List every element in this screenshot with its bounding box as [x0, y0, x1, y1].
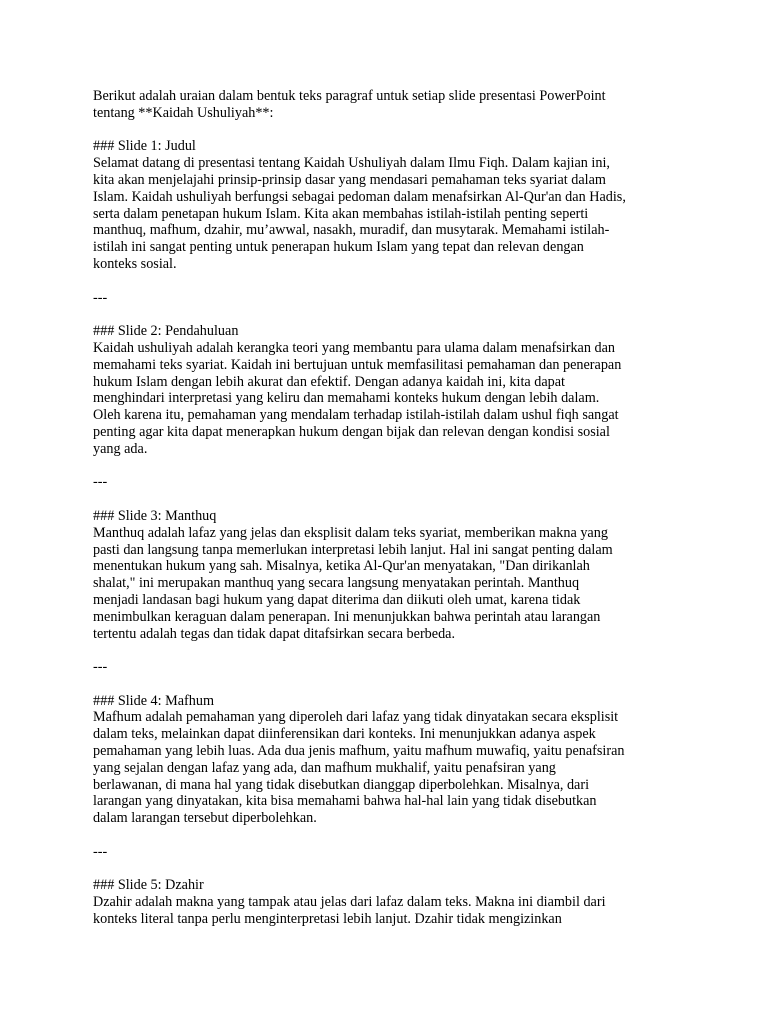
body-line: dalam larangan tersebut diperbolehkan. — [93, 810, 317, 827]
slide-heading: ### Slide 1: Judul — [93, 138, 196, 155]
paragraph-gap — [93, 122, 683, 139]
body-line: manthuq, mafhum, dzahir, mu’awwal, nasakh, muradif, dan musytarak. Memahami istilah- — [93, 222, 610, 239]
body-line: Dzahir adalah makna yang tampak atau jelas dari lafaz dalam teks. Makna ini diambil dari — [93, 894, 606, 911]
slide-heading: ### Slide 2: Pendahuluan — [93, 323, 239, 340]
slide-section-3 — [93, 508, 683, 642]
separator: --- — [93, 843, 108, 860]
body-line: penting agar kita dapat menerapkan hukum dengan bijak dan relevan dengan kondisi sosial — [93, 423, 610, 440]
body-line: Oleh karena itu, pemahaman yang mendalam terhadap istilah-istilah dalam ushul fiqh sangat — [93, 407, 619, 424]
body-line: hukum Islam dengan lebih akurat dan efektif. Dengan adanya kaidah ini, kita dapat — [93, 373, 565, 390]
body-line: berlawanan, di mana hal yang tidak disebutkan dianggap diperbolehkan. Misalnya, dari — [93, 776, 590, 793]
body-line: tertentu adalah tegas dan tidak dapat ditafsirkan secara berbeda. — [93, 625, 456, 642]
body-line: Mafhum adalah pemahaman yang diperoleh dari lafaz yang tidak dinyatakan secara eksplisit — [93, 709, 619, 726]
separator: --- — [93, 474, 108, 491]
body-line: konteks sosial. — [93, 255, 177, 272]
body-line: memahami teks syariat. Kaidah ini bertujuan untuk memfasilitasi pemahaman dan penerapan — [93, 356, 622, 373]
separator: --- — [93, 289, 108, 306]
body-line: Manthuq adalah lafaz yang jelas dan eksplisit dalam teks syariat, memberikan makna yang — [93, 524, 608, 541]
separator: --- — [93, 659, 108, 676]
slide-section-5 — [93, 877, 683, 927]
slide-section-4 — [93, 693, 683, 827]
body-line: menjadi landasan bagi hukum yang dapat diterima dan diikuti oleh umat, karena tidak — [93, 591, 581, 608]
body-line: kita akan menjelajahi prinsip-prinsip dasar yang mendasari pemahaman teks syariat dalam — [93, 171, 606, 188]
paragraph-gap — [93, 273, 683, 290]
slide-section-2 — [93, 323, 683, 457]
slide-heading: ### Slide 5: Dzahir — [93, 877, 204, 894]
body-line: istilah ini sangat penting untuk penerapan hukum Islam yang tepat dan relevan dengan — [93, 239, 584, 256]
paragraph-gap — [93, 642, 683, 659]
paragraph-gap — [93, 676, 683, 693]
body-line: menentukan hukum yang sah. Misalnya, ketika Al-Qur'an menyatakan, "Dan dirikanlah — [93, 558, 590, 575]
slide-section-1 — [93, 138, 683, 272]
paragraph-gap — [93, 491, 683, 508]
slide-heading: ### Slide 4: Mafhum — [93, 692, 214, 709]
body-line: yang ada. — [93, 440, 148, 457]
body-line: konteks literal tanpa perlu menginterpretasi lebih lanjut. Dzahir tidak mengizinkan — [93, 911, 562, 928]
body-line: serta dalam penetapan hukum Islam. Kita akan membahas istilah-istilah penting seperti — [93, 205, 589, 222]
paragraph-gap — [93, 458, 683, 475]
body-line: Kaidah ushuliyah adalah kerangka teori yang membantu para ulama dalam menafsirkan dan — [93, 339, 615, 356]
paragraph-gap — [93, 306, 683, 323]
document-page — [93, 88, 683, 928]
body-line: menimbulkan keraguan dalam penerapan. Ini menunjukkan bahwa perintah atau larangan — [93, 608, 601, 625]
body-line: larangan yang dinyatakan, kita bisa memahami bahwa hal-hal lain yang tidak disebutkan — [93, 793, 597, 810]
paragraph-gap — [93, 861, 683, 878]
intro-line: Berikut adalah uraian dalam bentuk teks paragraf untuk setiap slide presentasi PowerPoint — [93, 88, 606, 104]
slide-heading: ### Slide 3: Manthuq — [93, 507, 217, 524]
body-line: pemahaman yang lebih luas. Ada dua jenis mafhum, yaitu mafhum muwafiq, yaitu penafsiran — [93, 743, 625, 760]
body-line: dalam teks, melainkan dapat diinferensikan dari konteks. Ini menunjukkan adanya aspek — [93, 726, 596, 743]
body-line: pasti dan langsung tanpa memerlukan interpretasi lebih lanjut. Hal ini sangat penting dalam — [93, 541, 613, 558]
body-line: shalat," ini merupakan manthuq yang secara langsung menyatakan perintah. Manthuq — [93, 575, 580, 592]
paragraph-gap — [93, 827, 683, 844]
body-line: Selamat datang di presentasi tentang Kaidah Ushuliyah dalam Ilmu Fiqh. Dalam kajian ini, — [93, 155, 610, 172]
body-line: yang sejalan dengan lafaz yang ada, dan mafhum mukhalif, yaitu penafsiran yang — [93, 759, 556, 776]
intro-line: tentang **Kaidah Ushuliyah**: — [93, 104, 274, 121]
body-line: menghindari interpretasi yang keliru dan memahami konteks hukum dengan lebih dalam. — [93, 390, 600, 407]
body-line: Islam. Kaidah ushuliyah berfungsi sebagai pedoman dalam menafsirkan Al-Qur'an dan Hadis, — [93, 188, 626, 205]
